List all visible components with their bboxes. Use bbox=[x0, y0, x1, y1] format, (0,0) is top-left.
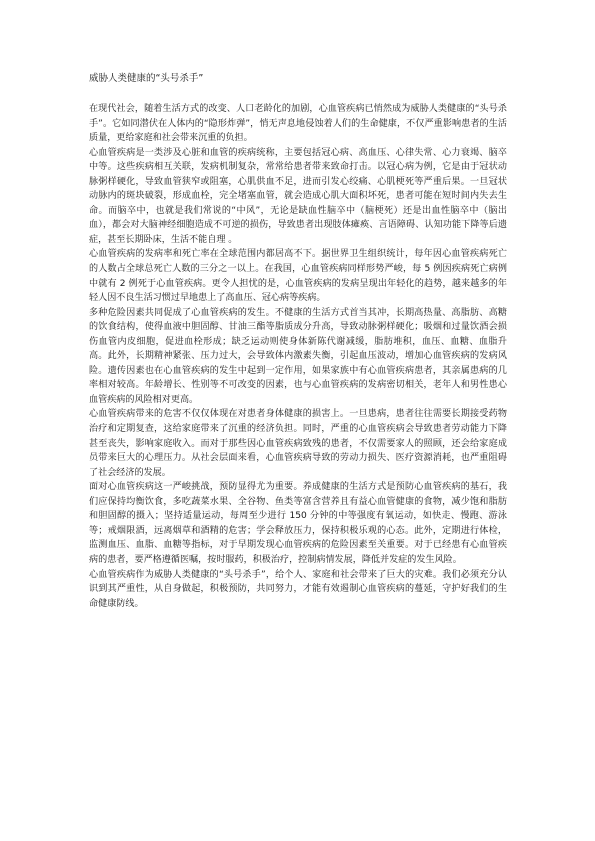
paragraph-harm: 心血管疾病带来的危害不仅仅体现在对患者身体健康的损害上。一旦患病，患者往往需要长期接受药物治疗和定期复查，这给家庭带来了沉重的经济负担。同时，严重的心血管疾病会导致患者劳动能力下降甚至丧失，影响家庭收入。而对于那些因心血管疾病致残的患者，不仅需要家人的照顾，还会给家庭成员带来巨大的心理压力。从社会层面来看，心血管疾病导致的劳动力损失、医疗资源消耗，也严重阻碍了社会经济的发展。 bbox=[89, 409, 507, 478]
paragraph-conclusion: 心血管疾病作为威胁人类健康的“头号杀手”，给个人、家庭和社会带来了巨大的灾难。我们必须充分认识到其严重性，从自身做起，积极预防，共同努力，才能有效遏制心血管疾病的蔓延，守护好我们的生命健康防线。 bbox=[89, 569, 507, 609]
paragraph-statistics: 心血管疾病的发病率和死亡率在全球范围内都居高不下。据世界卫生组织统计，每年因心血管疾病死亡的人数占全球总死亡人数的三分之一以上。在我国，心血管疾病同样形势严峻，每 5 例因疾病死亡病例中就有 2 例死于心血管疾病。更令人担忧的是，心血管疾病的发病呈现出年轻化的趋势，越来越多的年轻人因不良生活习惯过早地患上了高血压、冠心病等疾病。 bbox=[89, 249, 507, 304]
paragraph-risk-factors: 多种危险因素共同促成了心血管疾病的发生。不健康的生活方式首当其冲，长期高热量、高脂肪、高糖的饮食结构，使得血液中胆固醇、甘油三酯等脂质成分升高，导致动脉粥样硬化；吸烟和过量饮酒会损伤血管内皮细胞，促进血栓形成；缺乏运动则使身体新陈代谢减缓，脂肪堆积，血压、血糖、血脂升高。此外，长期精神紧张、压力过大，会导致体内激素失衡，引起血压波动，增加心血管疾病的发病风险。遗传因素也在心血管疾病的发生中起到一定作用，如果家族中有心血管疾病患者，其亲属患病的几率相对较高。年龄增长、性别等不可改变的因素，也与心血管疾病的发病密切相关，老年人和男性患心血管疾病的风险相对更高。 bbox=[89, 307, 507, 405]
paragraph-prevention: 面对心血管疾病这一严峻挑战，预防显得尤为重要。养成健康的生活方式是预防心血管疾病的基石，我们应保持均衡饮食，多吃蔬菜水果、全谷物、鱼类等富含营养且有益心血管健康的食物，减少饱和脂肪和胆固醇的摄入；坚持适量运动，每周至少进行 150 分钟的中等强度有氧运动，如快走、慢跑、游泳等；戒烟限酒，远离烟草和酒精的危害；学会释放压力，保持积极乐观的心态。此外，定期进行体检，监测血压、血脂、血糖等指标，对于早期发现心血管疾病的危险因素至关重要。对于已经患有心血管疾病的患者，要严格遵循医嘱，按时服药，积极治疗，控制病情发展，降低并发症的发生风险。 bbox=[89, 482, 507, 565]
document-title: 威胁人类健康的“头号杀手” bbox=[89, 73, 204, 84]
paragraph-definition: 心血管疾病是一类涉及心脏和血管的疾病统称，主要包括冠心病、高血压、心律失常、心力衰竭、脑卒中等。这些疾病相互关联，发病机制复杂，常常给患者带来致命打击。以冠心病为例，它是由于冠状动脉粥样硬化，导致血管狭窄或阻塞，心肌供血不足，进而引发心绞痛、心肌梗死等严重后果。一旦冠状动脉内的斑块破裂，形成血栓，完全堵塞血管，就会造成心肌大面积坏死，患者可能在短时间内失去生命。而脑卒中，也就是我们常说的“中风”，无论是缺血性脑卒中（脑梗死）还是出血性脑卒中（脑出血），都会对大脑神经细胞造成不可逆的损伤，导致患者出现肢体瘫痪、言语障碍、认知功能下降等后遗症，甚至长期卧床，生活不能自理 。 bbox=[89, 147, 507, 245]
document-body bbox=[89, 102, 507, 611]
paragraph-intro: 在现代社会，随着生活方式的改变、人口老龄化的加剧，心血管疾病已悄然成为威胁人类健康的“头号杀手”。它如同潜伏在人体内的“隐形炸弹”，悄无声息地侵蚀着人们的生命健康，不仅严重影响患者的生活质量，更给家庭和社会带来沉重的负担。 bbox=[89, 104, 507, 144]
